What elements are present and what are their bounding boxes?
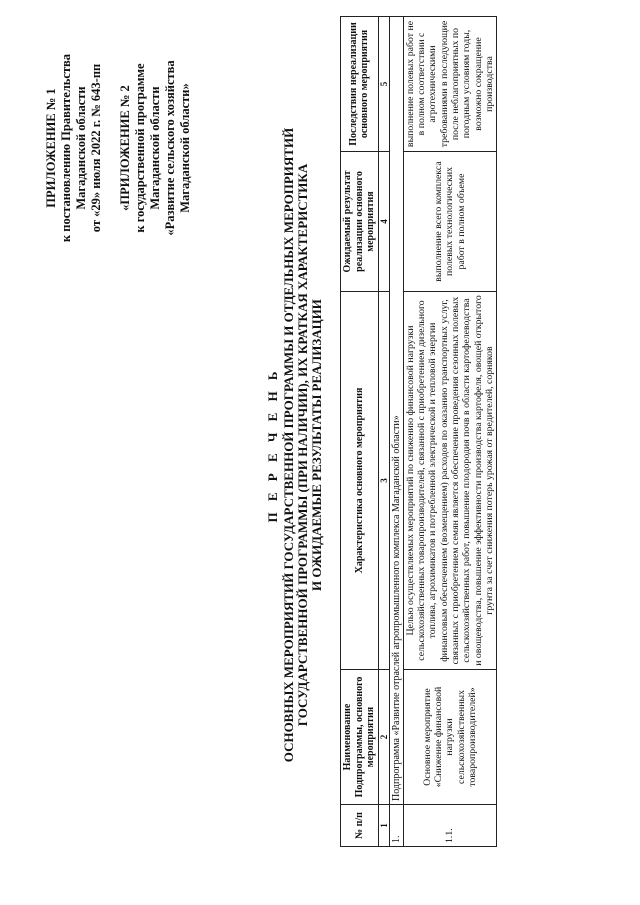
title-line: ГОСУДАРСТВЕННОЙ ПРОГРАММЫ (ПРИ НАЛИЧИИ), ИХ КРАТКАЯ ХАРАКТЕРИСТИКА bbox=[295, 163, 310, 727]
appendix-title: ПРИЛОЖЕНИЕ № 1 bbox=[44, 88, 58, 208]
subprogram-row bbox=[389, 17, 403, 847]
column-number: 3 bbox=[378, 292, 389, 670]
header-name: Наименование Подпрограммы, основного мероприятия bbox=[341, 670, 379, 805]
appendix-line: Магаданской области bbox=[148, 86, 162, 210]
appendix-title: «ПРИЛОЖЕНИЕ № 2 bbox=[118, 85, 132, 211]
table-header-row bbox=[341, 17, 379, 847]
appendix-header bbox=[44, 3, 193, 293]
row-name: Основное мероприятие «Снижение финансовой нагрузки сельскохозяйственных товаропроизводителей» bbox=[403, 670, 496, 805]
subprogram-title: Подпрограмма «Развитие отраслей агропромышленного комплекса Магаданской области» bbox=[389, 17, 403, 805]
appendix-line: Магаданской области» bbox=[178, 83, 192, 213]
column-number: 5 bbox=[378, 17, 389, 152]
title-word: П Е Р Е Ч Е Н Ь bbox=[265, 367, 280, 523]
row-number: 1.1. bbox=[403, 805, 496, 847]
column-number: 4 bbox=[378, 152, 389, 292]
title-line: И ОЖИДАЕМЫЕ РЕЗУЛЬТАТЫ РЕАЛИЗАЦИИ bbox=[309, 299, 324, 591]
column-number: 2 bbox=[378, 670, 389, 805]
header-result: Ожидаемый результат реализации основного мероприятия bbox=[341, 152, 379, 292]
header-consequence: Последствия нереализации основного мероприятия bbox=[341, 17, 379, 152]
appendix-line: Магаданской области bbox=[74, 86, 88, 210]
appendix-line: к постановлению Правительства bbox=[59, 53, 73, 243]
row-consequence: выполнение полевых работ не в полном соответствии с агротехническими требованиями в последующие после неблагоприятных по погодным условиям годы, возможно сокращение производства bbox=[403, 17, 496, 152]
title-line: ОСНОВНЫХ МЕРОПРИЯТИЙ ГОСУДАРСТВЕННОЙ ПРОГРАММЫ И ОТДЕЛЬНЫХ МЕРОПРИЯТИЙ bbox=[281, 127, 296, 763]
column-number-row bbox=[378, 17, 389, 847]
appendix-line: от «29» июля 2022 г. № 643-пп bbox=[89, 63, 103, 233]
header-characteristic: Характеристика основного мероприятия bbox=[341, 292, 379, 670]
appendix-line: к государственной программе bbox=[133, 63, 147, 233]
row-characteristic: Целью осуществляемых мероприятий по снижению финансовой нагрузки сельскохозяйственных товаропроизводителей, связанной с приобретением дизельного топлива, агрохимикатов и потребленной электрической и тепловой энергии финансовым обеспечением (возмещением) расходов по оказанию транспортных услуг, связанных с приобретением семян является обеспечение проведения сезонных полевых сельскохозяйственных работ, повышение плодородия почв в области картофелеводства и овощеводства, повышение эффективности производства картофеля, овощей открытого грунта за счет снижения потерь урожая от вредителей, сорняков bbox=[403, 292, 496, 670]
measures-table bbox=[340, 16, 497, 847]
appendix-line: «Развитие сельского хозяйства bbox=[163, 60, 177, 236]
header-number: № п/п bbox=[341, 805, 379, 847]
subprogram-number: 1. bbox=[389, 805, 403, 847]
column-number: 1 bbox=[378, 805, 389, 847]
table-row bbox=[403, 17, 496, 847]
row-result: выполнение всего комплекса полевых технологических работ в полном объеме bbox=[403, 152, 496, 292]
document-title bbox=[266, 45, 324, 845]
